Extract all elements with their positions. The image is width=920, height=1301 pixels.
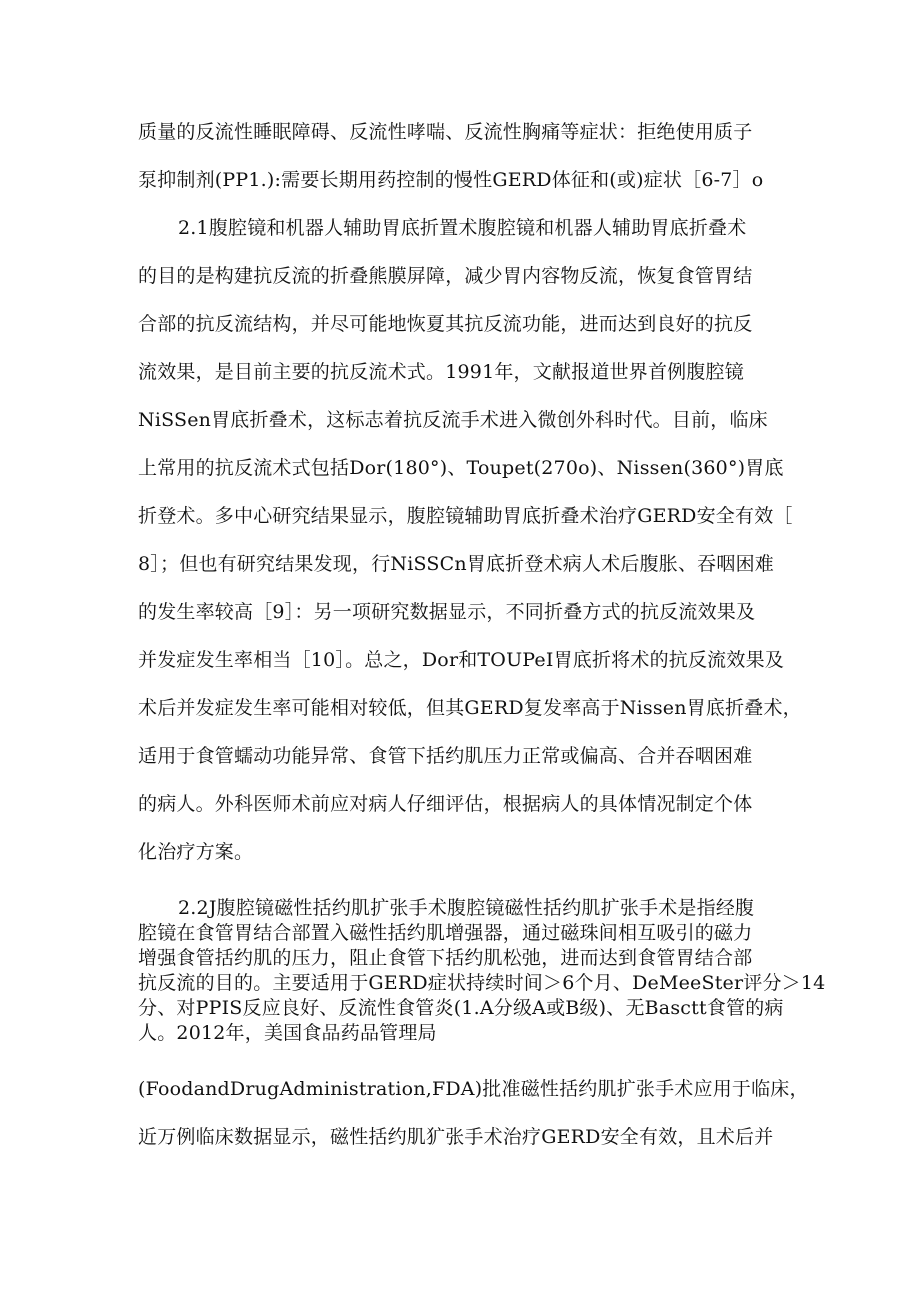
text-line-5: 合部的抗反流结构，并尽可能地恢夏其抗反流功能，进而达到良好的抗反 xyxy=(138,313,753,335)
text-line-1: 质量的反流性睡眠障碍、反流性哮喘、反流性胸痛等症状：拒绝使用质子 xyxy=(138,121,753,143)
text-line-6: 流效果，是目前主要的抗反流术式。1991年，文献报道世界首例腹腔镜 xyxy=(138,361,744,383)
text-line-8: 上常用的抗反流术式包括Dor(180°)、Toupet(270o)、Nissen(360°)胃底 xyxy=(138,457,784,479)
text-line-12: 并发症发生率相当［10］。总之，Dor和TOUPeI胃底折将术的抗反流效果及 xyxy=(138,649,784,671)
text-line-18: 腔镜在食管胃结合部置入磁性括约肌增强器，通过磁珠间相互吸引的磁力 xyxy=(138,922,753,944)
text-line-2: 泵抑制剂(PP1.):需要长期用药控制的慢性GERD体征和(或)症状［6-7］o xyxy=(138,169,764,191)
text-line-9: 折登术。多中心研究结果显示，腹腔镜辅助胃底折叠术治疗GERD安全有效［ xyxy=(138,505,793,527)
text-line-13: 术后并发症发生率可能相对较低，但其GERD复发率高于Nissen胃底折叠术， xyxy=(138,697,802,719)
text-line-16: 化治疗方案。 xyxy=(138,841,254,863)
section-2-1-heading-line: 2.1腹腔镜和机器人辅助胃底折置术腹腔镜和机器人辅助胃底折叠术 xyxy=(178,217,747,239)
text-line-22: 人。2012年，美国食品药品管理局 xyxy=(138,1022,437,1044)
text-line-24: 近万例临床数据显示，磁性括约肌犷张手术治疗GERD安全有效，且术后并 xyxy=(138,1126,774,1148)
text-line-23: (FoodandDrugAdministration,FDA)批准磁性括约肌扩张手术应用于临床， xyxy=(138,1078,809,1100)
text-line-19: 增强食管括约肌的压力，阻止食管下括约肌松弛，进而达到食管胃结合部 xyxy=(138,947,753,969)
text-line-21: 分、对PPIS反应良好、反流性食管炎(1.A分级A或B级)、无Basctt食管的病 xyxy=(138,997,784,1019)
text-line-20: 抗反流的目的。主要适用于GERD症状持续时间＞6个月、DeMeeSter评分＞14 xyxy=(138,972,826,994)
text-line-15: 的病人。外科医师术前应对病人仔细评估，根据病人的具体情况制定个体 xyxy=(138,793,753,815)
text-line-7: NiSSen胃底折叠术，这标志着抗反流手术进入微创外科时代。目前，临床 xyxy=(138,409,768,431)
text-line-11: 的发生率较高［9］：另一项研究数据显示，不同折叠方式的抗反流效果及 xyxy=(138,601,756,623)
section-2-2-heading-line: 2.2J腹腔镜磁性括约肌扩张手术腹腔镜磁性括约肌扩张手术是指经腹 xyxy=(178,897,755,919)
text-line-14: 适用于食管蠕动功能异常、食管下括约肌压力正常或偏高、合并吞咽困难 xyxy=(138,745,753,767)
text-line-4: 的目的是构建抗反流的折叠熊膜屏障，减少胃内容物反流，恢复食管胃结 xyxy=(138,265,753,287)
text-line-10: 8］；但也有研究结果发现，行NiSSCn胃底折登术病人术后腹胀、吞咽困难 xyxy=(138,553,774,575)
